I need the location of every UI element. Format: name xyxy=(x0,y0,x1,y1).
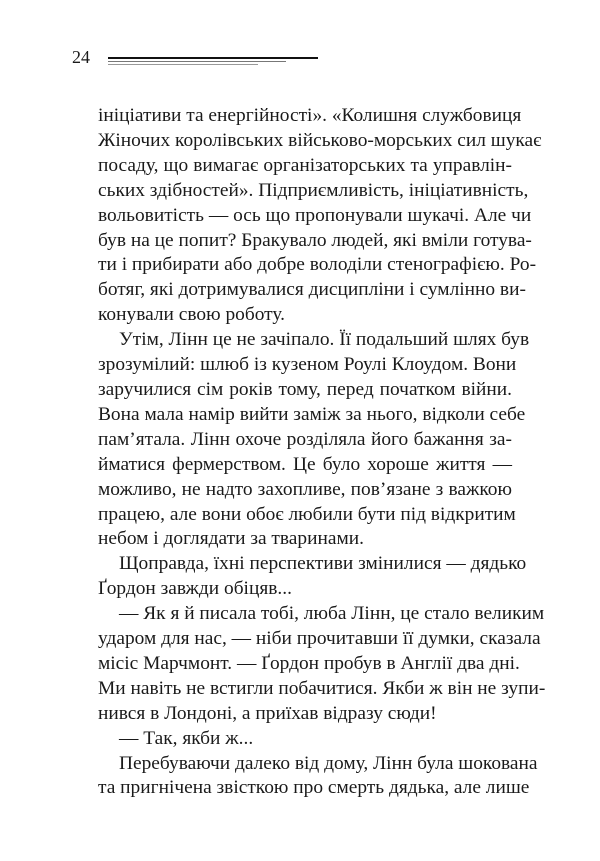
header-rule xyxy=(108,61,286,62)
text-line: заручилися сім років тому, перед початком війни. xyxy=(98,378,512,400)
text-line: пам’ятала. Лінн охоче розділяла його бажання за- xyxy=(98,428,512,450)
text-line: ботяг, які дотримувалися дисципліни і сумлінно ви- xyxy=(98,279,526,301)
paragraph xyxy=(98,104,542,328)
text-line: ських здібностей». Підприємливість, ініціативність, xyxy=(98,179,529,201)
paragraph xyxy=(98,552,527,602)
text-line: та пригнічена звісткою про смерть дядька, але лише xyxy=(98,777,530,799)
text-line: Ґордон завжди обіцяв... xyxy=(98,578,292,600)
text-line: працею, але вони обоє любили бути під відкритим xyxy=(98,503,516,525)
header-rule xyxy=(108,57,318,59)
text-line: ударом для нас, — ніби прочитавши її думки, сказала xyxy=(98,628,541,650)
text-line: Щоправда, їхні перспективи змінилися — дядько xyxy=(119,553,527,575)
text-line: вольовитість — ось що пропонували шукачі. Але чи xyxy=(98,204,532,226)
text-line: можливо, не надто захопливе, пов’язане з важкою xyxy=(98,478,512,500)
text-line: посаду, що вимагає організаторських та управлін- xyxy=(98,154,512,176)
body-text xyxy=(98,104,546,801)
text-line: Вона мала намір вийти заміж за нього, відколи себе xyxy=(98,403,526,425)
text-line: — Як я й писала тобі, люба Лінн, це стало великим xyxy=(119,603,545,625)
text-line: небом і доглядати за тваринами. xyxy=(98,528,364,550)
text-line: — Так, якби ж... xyxy=(119,727,254,749)
text-line: ти і прибирати або добре володіли стенографією. Ро- xyxy=(98,254,537,276)
header-rule xyxy=(108,64,258,65)
text-line: ініціативи та енергійності». «Колишня службовиця xyxy=(98,105,522,126)
text-line: був на це попит? Бракувало людей, які вміли готува- xyxy=(98,229,532,251)
page-number: 24 xyxy=(72,47,90,67)
paragraph xyxy=(98,602,546,727)
text-line: Утім, Лінн це не зачіпало. Її подальший шлях був xyxy=(119,329,530,351)
text-line: зрозумілий: шлюб із кузеном Роулі Клоудом. Вони xyxy=(98,354,517,376)
text-line: конували свою роботу. xyxy=(98,304,285,326)
text-line: йматися фермерством. Це було хороше життя — xyxy=(98,453,512,475)
text-line: Ми навіть не встигли побачитися. Якби ж він не зупи- xyxy=(98,677,546,699)
text-line: місіс Марчмонт. — Ґордон пробув в Англії два дні. xyxy=(98,652,520,674)
text-line: нився в Лондоні, а приїхав відразу сюди! xyxy=(98,702,437,724)
text-line: Перебуваючи далеко від дому, Лінн була шокована xyxy=(119,752,538,774)
paragraph xyxy=(98,752,538,802)
paragraph xyxy=(98,727,512,752)
text-line: Жіночих королівських військово-морських сил шукає xyxy=(98,129,542,151)
paragraph xyxy=(98,328,530,552)
